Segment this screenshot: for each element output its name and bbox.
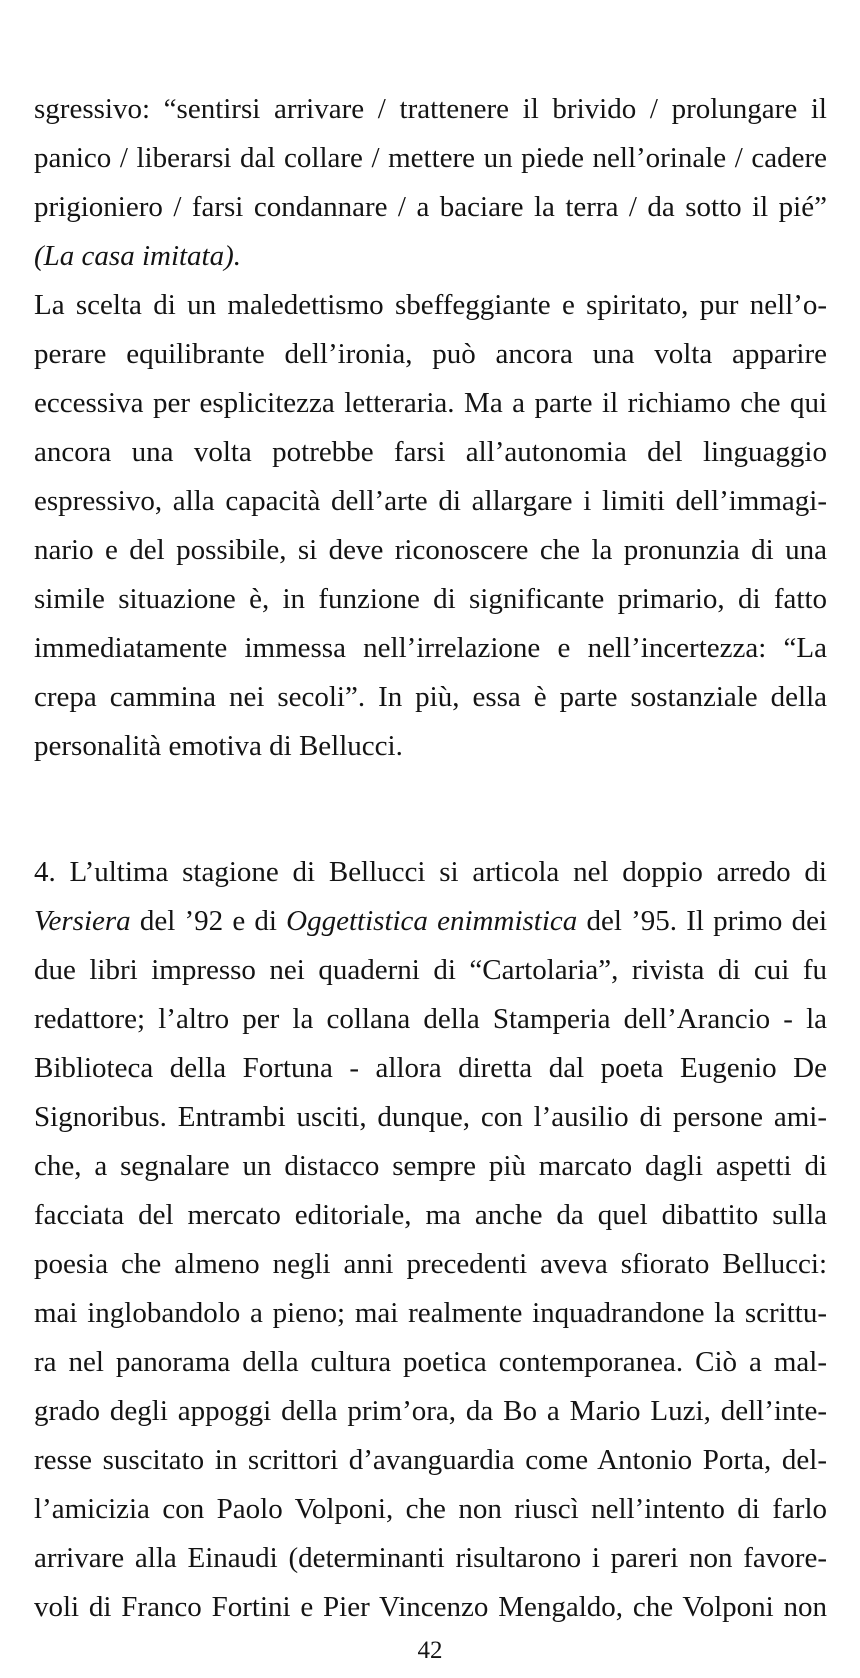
text-line: espressivo, alla capacità dell’arte di allargare i limiti dell’immagi- <box>34 485 827 517</box>
page-number: 42 <box>417 1637 443 1664</box>
text-line: l’amicizia con Paolo Volponi, che non riuscì nell’intento di farlo <box>34 1493 827 1525</box>
text-line: redattore; l’altro per la collana della Stamperia dell’Arancio - la <box>34 1003 827 1035</box>
book-title-versiera: Versiera <box>34 905 131 937</box>
text-run: del ’95. Il primo dei <box>577 905 828 937</box>
text-line-with-titles <box>34 897 827 945</box>
source-citation: (La casa imitata). <box>34 240 242 272</box>
text-line: Signoribus. Entrambi usciti, dunque, con l’ausilio di persone ami- <box>34 1101 827 1133</box>
text-line: grado degli appoggi della prim’ora, da Bo a Mario Luzi, dell’inte- <box>34 1395 827 1427</box>
text-line: Biblioteca della Fortuna - allora diretta dal poeta Eugenio De <box>34 1052 827 1084</box>
text-line: prigioniero / farsi condannare / a baciare la terra / da sotto il pié” <box>34 191 827 223</box>
text-line: voli di Franco Fortini e Pier Vincenzo Mengaldo, che Volponi non <box>34 1591 827 1623</box>
text-line: personalità emotiva di Bellucci. <box>34 730 403 762</box>
text-line: simile situazione è, in funzione di significante primario, di fatto <box>34 583 827 615</box>
text-line: ra nel panorama della cultura poetica contemporanea. Ciò a mal- <box>34 1346 827 1378</box>
text-line: La scelta di un maledettismo sbeffeggiante e spiritato, pur nell’o- <box>34 289 827 321</box>
text-line: perare equilibrante dell’ironia, può ancora una volta apparire <box>34 338 827 370</box>
book-title-oggettistica: Oggettistica enimmistica <box>286 905 578 937</box>
text-line: arrivare alla Einaudi (determinanti risultarono i pareri non favore- <box>34 1542 827 1574</box>
text-line: crepa cammina nei secoli”. In più, essa è parte sostanziale della <box>34 681 827 713</box>
text-line: resse suscitato in scrittori d’avanguardia come Antonio Porta, del- <box>34 1444 827 1476</box>
text-line: nario e del possibile, si deve riconoscere che la pronunzia di una <box>34 534 827 566</box>
text-line: che, a segnalare un distacco sempre più marcato dagli aspetti di <box>34 1150 827 1182</box>
text-line: panico / liberarsi dal collare / mettere un piede nell’orinale / cadere <box>34 142 827 174</box>
text-line: poesia che almeno negli anni precedenti aveva sfiorato Bellucci: <box>34 1248 827 1280</box>
text-line: eccessiva per esplicitezza letteraria. Ma a parte il richiamo che qui <box>34 387 827 419</box>
text-line: sgressivo: “sentirsi arrivare / trattenere il brivido / prolungare il <box>34 93 827 125</box>
text-run: del ’92 e di <box>130 905 287 937</box>
text-line: facciata del mercato editoriale, ma anche da quel dibattito sulla <box>34 1199 827 1231</box>
text-line: immediatamente immessa nell’irrelazione e nell’incertezza: “La <box>34 632 827 664</box>
text-line: ancora una volta potrebbe farsi all’autonomia del linguaggio <box>34 436 827 468</box>
section-opening-line: 4. L’ultima stagione di Bellucci si articola nel doppio arredo di <box>34 856 827 888</box>
text-line: due libri impresso nei quaderni di “Cartolaria”, rivista di cui fu <box>34 954 827 986</box>
text-line: mai inglobandolo a pieno; mai realmente inquadrandone la scrittu- <box>34 1297 827 1329</box>
